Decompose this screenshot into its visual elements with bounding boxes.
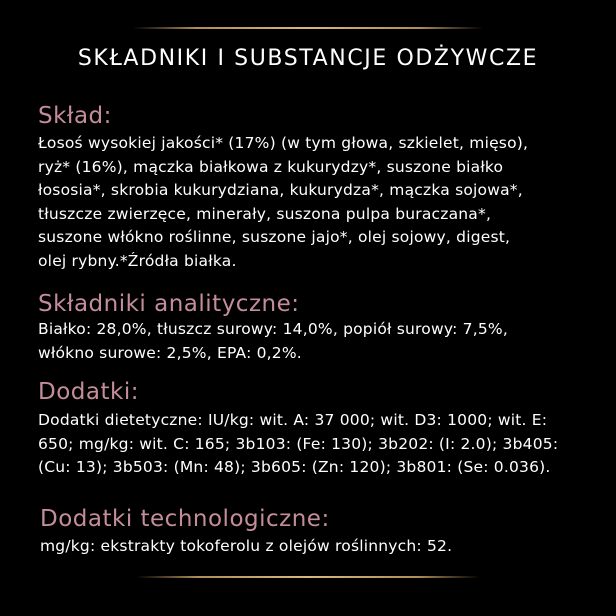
text-line: Białko: 28,0%, tłuszcz surowy: 14,0%, popiół surowy: 7,5%, bbox=[38, 320, 508, 338]
additives-heading: Dodatki: bbox=[38, 379, 139, 405]
text-line: ryż* (16%), mączka białkowa z kukurydzy*, suszone białko bbox=[38, 157, 504, 176]
text-line: łososia*, skrobia kukurydziana, kukurydza*, mączka sojowa*, bbox=[38, 181, 523, 199]
text-line: (Cu: 13); 3b503: (Mn: 48); 3b605: (Zn: 120); 3b801: (Se: 0.036). bbox=[38, 458, 551, 476]
text-line: Łosoś wysokiej jakości* (17%) (w tym głowa, szkielet, mięso), bbox=[38, 134, 529, 152]
text-line: włókno surowe: 2,5%, EPA: 0,2%. bbox=[38, 343, 302, 362]
analytical-heading: Składniki analityczne: bbox=[38, 291, 300, 317]
text-line: mg/kg: ekstrakty tokoferolu z olejów roślinnych: 52. bbox=[40, 537, 453, 555]
text-line: tłuszcze zwierzęce, minerały, suszona pulpa buraczana*, bbox=[38, 204, 492, 223]
text-line: 650; mg/kg: wit. C: 165; 3b103: (Fe: 130); 3b202: (I: 2.0); 3b405: bbox=[38, 434, 559, 453]
section-additives bbox=[38, 378, 586, 480]
section-analytical bbox=[38, 290, 586, 365]
text-line: suszone włókno roślinne, suszone jajo*, olej sojowy, digest, bbox=[38, 228, 511, 246]
additives-text bbox=[38, 409, 586, 480]
composition-heading: Skład: bbox=[38, 103, 112, 129]
page-title: SKŁADNIKI I SUBSTANCJE ODŻYWCZE bbox=[77, 46, 539, 71]
section-technological bbox=[40, 505, 588, 559]
text-line: Dodatki dietetyczne: IU/kg: wit. A: 37 000; wit. D3: 1000; wit. E: bbox=[38, 411, 548, 429]
top-gold-divider bbox=[133, 27, 483, 29]
technological-heading: Dodatki technologiczne: bbox=[40, 506, 330, 532]
text-line: olej rybny.*Źródła białka. bbox=[38, 251, 237, 270]
analytical-text bbox=[38, 318, 586, 365]
bottom-gold-divider bbox=[136, 576, 480, 578]
composition-text bbox=[38, 132, 586, 273]
technological-text bbox=[40, 535, 588, 559]
section-composition bbox=[38, 102, 586, 273]
